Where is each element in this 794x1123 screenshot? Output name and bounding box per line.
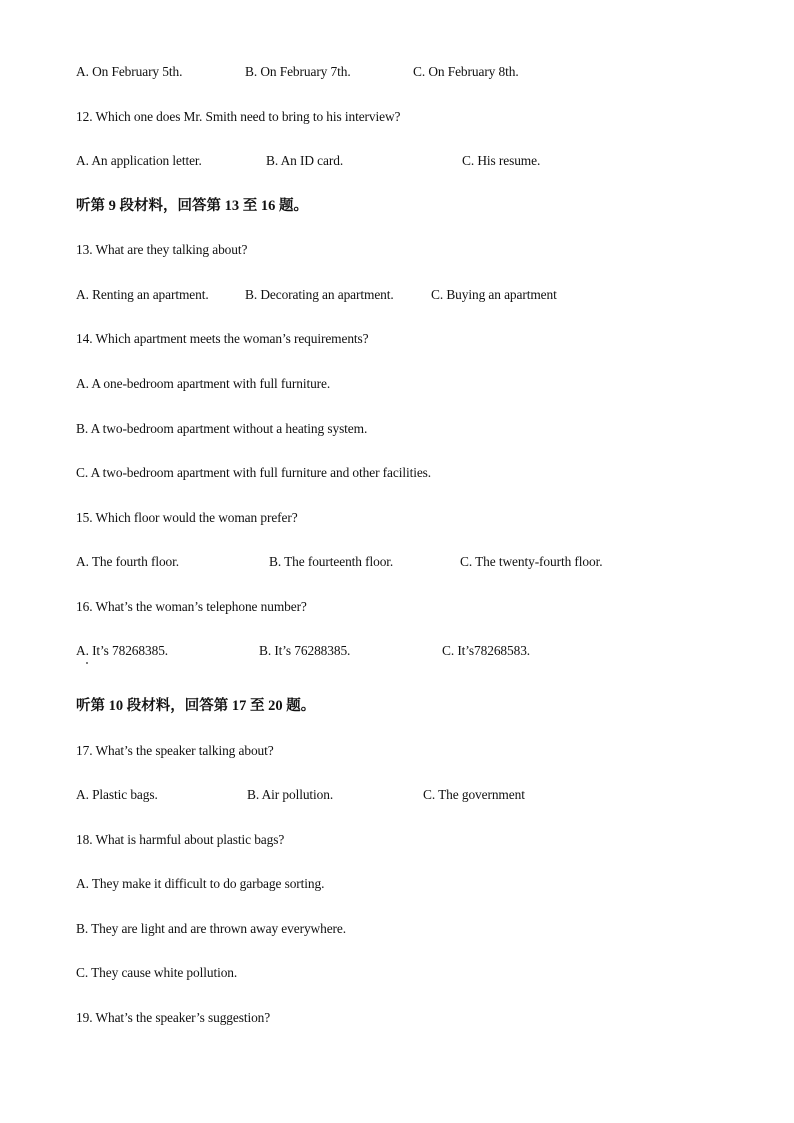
q18-option-c: C. They cause white pollution. (76, 965, 238, 980)
q14-option-c: C. A two-bedroom apartment with full furniture and other facilities. (76, 465, 432, 480)
section-10-heading: 听第 10 段材料，回答第 17 至 20 题。 (76, 698, 316, 714)
q15-option-b: B. The fourteenth floor. (269, 554, 394, 569)
q16-option-c: C. It’s78268583. (442, 643, 531, 658)
q16-question: 16. What’s the woman’s telephone number? (76, 599, 307, 614)
q13-question: 13. What are they talking about? (76, 242, 248, 257)
q11-option-a: A. On February 5th. (76, 64, 183, 79)
q12-option-b: B. An ID card. (266, 153, 344, 168)
section-9-heading: 听第 9 段材料，回答第 13 至 16 题。 (76, 198, 308, 214)
q19-question: 19. What’s the speaker’s suggestion? (76, 1010, 271, 1025)
q18-question: 18. What is harmful about plastic bags? (76, 832, 285, 847)
q12-question: 12. Which one does Mr. Smith need to bring to his interview? (76, 109, 401, 124)
q12-option-a: A. An application letter. (76, 153, 202, 168)
q13-option-c: C. Buying an apartment (431, 287, 557, 302)
q17-option-b: B. Air pollution. (247, 787, 334, 802)
q12-option-c: C. His resume. (462, 153, 541, 168)
q17-option-c: C. The government (423, 787, 525, 802)
q18-option-a: A. They make it difficult to do garbage sorting. (76, 876, 325, 891)
q14-question: 14. Which apartment meets the woman’s requirements? (76, 331, 369, 346)
q16-option-b: B. It’s 76288385. (259, 643, 351, 658)
q11-option-c: C. On February 8th. (413, 64, 519, 79)
q11-option-b: B. On February 7th. (245, 64, 351, 79)
q15-option-a: A. The fourth floor. (76, 554, 179, 569)
q17-option-a: A. Plastic bags. (76, 787, 158, 802)
q15-option-c: C. The twenty-fourth floor. (460, 554, 603, 569)
q14-option-b: B. A two-bedroom apartment without a heating system. (76, 421, 368, 436)
q18-option-b: B. They are light and are thrown away everywhere. (76, 921, 346, 936)
q14-option-a: A. A one-bedroom apartment with full furniture. (76, 376, 331, 391)
q16-option-a: A. It’s 78268385. (76, 643, 169, 658)
stray-dot-mark (86, 662, 88, 664)
q13-option-b: B. Decorating an apartment. (245, 287, 394, 302)
q17-question: 17. What’s the speaker talking about? (76, 743, 274, 758)
q15-question: 15. Which floor would the woman prefer? (76, 510, 298, 525)
q13-option-a: A. Renting an apartment. (76, 287, 209, 302)
